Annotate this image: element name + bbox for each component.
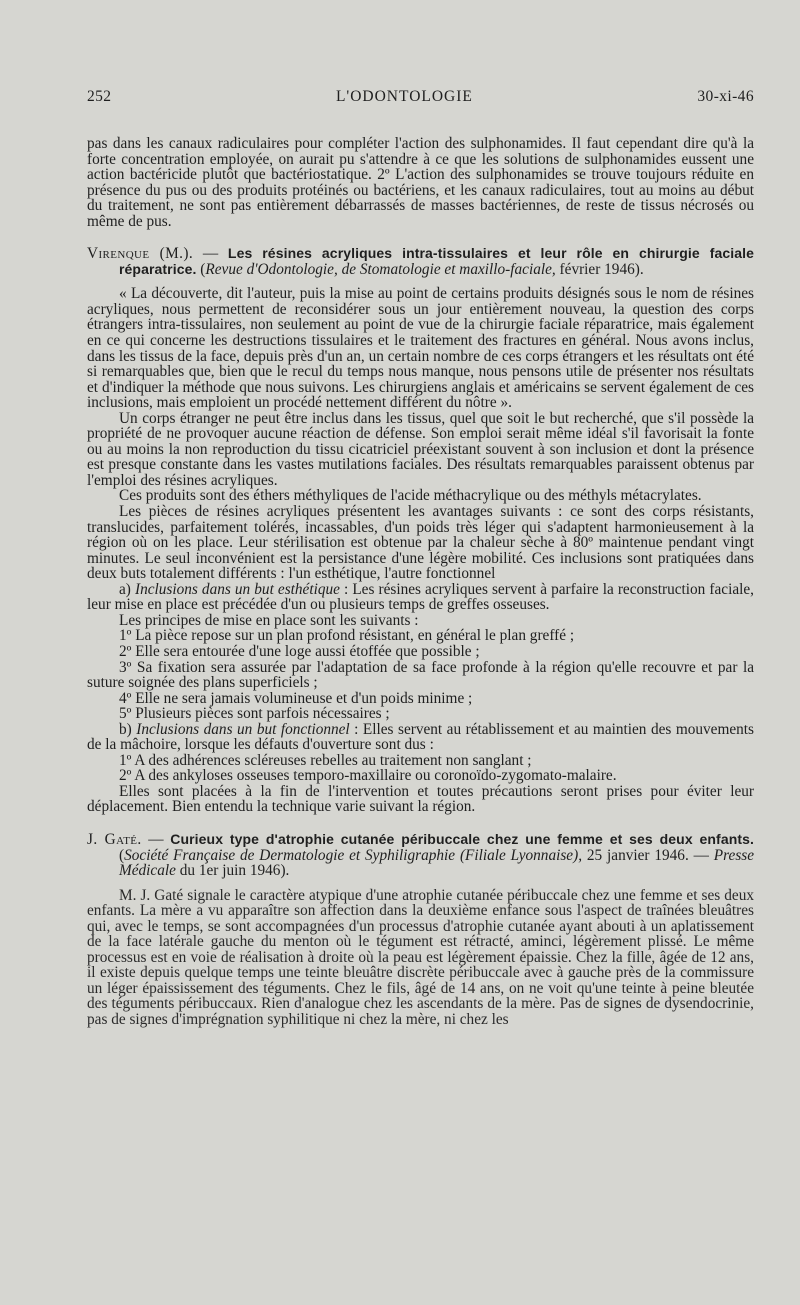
paragraph: Les principes de mise en place sont les suivants :: [119, 611, 419, 629]
article-author: J. Gaté.: [87, 830, 142, 848]
article-heading-virenque: Virenque (M.). — Les résines acryliques intra-tissulaires et leur rôle en chirurgie faciale réparatrice. (Revue d'Odontologie, de Stomatologie et maxillo-faciale, février 1946).: [87, 245, 754, 278]
list-item: 1º La pièce repose sur un plan profond résistant, en général le plan greffé ;: [119, 627, 575, 645]
paragraph: Les pièces de résines acryliques présentent les avantages suivants : ce sont des corps résistants, translucides, parfaitement tolérés, incassables, d'un poids très léger qui s'adaptent harmonieusement à la région où on les place. Leur stérilisation est obtenue par la chaleur sèche à 80º maintenue pendant vingt minutes. Le seul inconvénient est la persistance d'une légère mobilité. Ces inclusions sont pratiquées dans deux buts totalement différents : l'un esthétique, l'autre fonctionnel: [87, 503, 754, 583]
journal-title: L'ODONTOLOGIE: [335, 88, 473, 105]
article-heading-gate: J. Gaté. — Curieux type d'atrophie cutanée péribuccale chez une femme et ses deux enfants. (Société Française de Dermatologie et Syphiligraphie (Filiale Lyonnaise), 25 janvier 1946. — Presse Médicale du 1er juin 1946).: [87, 830, 755, 880]
list-item: 5º Plusieurs pièces sont parfois nécessaires ;: [119, 705, 390, 723]
running-header: [87, 88, 754, 106]
list-item: 2º A des ankyloses osseuses temporo-maxillaire ou coronoïdo-zygomato-malaire.: [119, 767, 617, 785]
article-source-2: Presse Médicale: [119, 846, 755, 880]
paragraph: « La découverte, dit l'auteur, puis la mise au point de certains produits désignés sous le nom de résines acryliques, nous permettent de reconsidérer sous un jour entièrement nouveau, la question des corps étrangers intra-tissulaires, non seulement au point de vue de la chirurgie faciale réparatrice, mais également en ce qui concerne les destructions tissulaires et le traitement des fractures en général. Nous avons inclus, dans les tissus de la face, depuis près d'un an, un certain nombre de ces corps étrangers et les résultats ont été si remarquables que, bien que le recul du temps nous manque, nous pensons utile de présenter nos résultats et d'indiquer la méthode que nous suivons. Les chirurgiens anglais et américains se servent également de ces inclusions, mais emploient un procédé nettement différent du nôtre ».: [87, 285, 754, 412]
list-item: 2º Elle sera entourée d'une loge aussi étoffée que possible ;: [119, 642, 480, 660]
article-source: Revue d'Odontologie, de Stomatologie et maxillo-faciale,: [205, 260, 556, 278]
article-title: Les résines acryliques intra-tissulaires et leur rôle en chirurgie faciale réparatrice.: [119, 245, 754, 277]
paragraph: Elles sont placées à la fin de l'intervention et toutes précautions seront prises pour éviter leur déplacement. Bien entendu la technique varie suivant la région.: [87, 782, 754, 816]
article-author: Virenque (M.).: [87, 245, 194, 263]
list-item: 4º Elle ne sera jamais volumineuse et d'un poids minime ;: [119, 689, 473, 707]
paragraph-functional: b) Inclusions dans un but fonctionnel : Elles servent au rétablissement et au maintien des mouvements de la mâchoire, lorsque les défauts d'ouverture sont dus :: [87, 720, 755, 754]
article-title: Curieux type d'atrophie cutanée péribuccale chez une femme et ses deux enfants.: [170, 830, 754, 847]
article-source-date: février 1946).: [555, 260, 644, 278]
article-source: Société Française de Dermatologie et Syphiligraphie (Filiale Lyonnaise),: [124, 846, 583, 864]
page-number: 252: [87, 88, 112, 105]
paragraph: Ces produits sont des éthers méthyliques de l'acide méthacrylique ou des méthyls métacrylates.: [119, 487, 702, 505]
paragraph: M. J. Gaté signale le caractère atypique d'une atrophie cutanée péribuccale chez une femme et ses deux enfants. La mère a vu apparaître son affection dans la deuxième enfance sous l'aspect de traînées bleuâtres qui, avec le temps, se sont accompagnées d'un processus d'atrophie cutanée ayant abouti à un aplatissement de la face latérale gauche du menton où le tégument est rétracté, aminci, légèrement plissé. Le même processus est en voie de réalisation à droite où la peau est légèrement épaissie. Chez la fille, âgée de 12 ans, il existe depuis quelque temps une teinte bleuâtre discrète péribuccale avec à gauche près de la commissure un léger épaississement des téguments. Chez le fils, âgé de 14 ans, on ne voit qu'une teinte à peine bleutée des téguments péribuccaux. Rien d'analogue chez les ascendants de la mère. Pas de signes de dysendocrinie, pas de signes d'imprégnation syphilitique ni chez la mère, ni chez les: [87, 886, 754, 1028]
paragraph-continued: pas dans les canaux radiculaires pour compléter l'action des sulphonamides. Il faut cependant dire qu'à la forte concentration employée, on aurait pu s'attendre à ce que les solutions de sulphonamides eussent une action bactéricide plutôt que bactériostatique. 2º L'action des sulphonamides se trouve toujours réduite en présence du pus ou des produits protéinés ou bactériens, et les canaux radiculaires, tout au moins au début du traitement, ne sont pas entièrement débarrassés de masses bactériennes, de reste de tissus nécrosés ou même de pus.: [87, 135, 754, 230]
issue-date: 30-xi-46: [697, 88, 754, 105]
list-item: 1º A des adhérences scléreuses rebelles au traitement non sanglant ;: [119, 751, 532, 769]
paragraph: Un corps étranger ne peut être inclus dans les tissus, quel que soit le but recherché, que s'il possède la propriété de ne provoquer aucune réaction de défense. Son emploi serait même idéal s'il favorisait la fonte ou au moins la non reproduction du tissu cicatriciel préexistant souvent à son inclusion et dont la présence est presque constante dans les vastes mutilations faciales. Des résultats remarquables paraissent obtenus par l'emploi des résines acryliques.: [87, 409, 754, 489]
list-item: 3º Sa fixation sera assurée par l'adaptation de sa face profonde à la région qu'elle recouvre et par la suture soignée des plans superficiels ;: [87, 658, 754, 692]
paragraph-aesthetic: a) Inclusions dans un but esthétique : Les résines acryliques servent à parfaire la reconstruction faciale, leur mise en place est précédée d'un ou plusieurs temps de greffes osseuses.: [87, 580, 754, 614]
